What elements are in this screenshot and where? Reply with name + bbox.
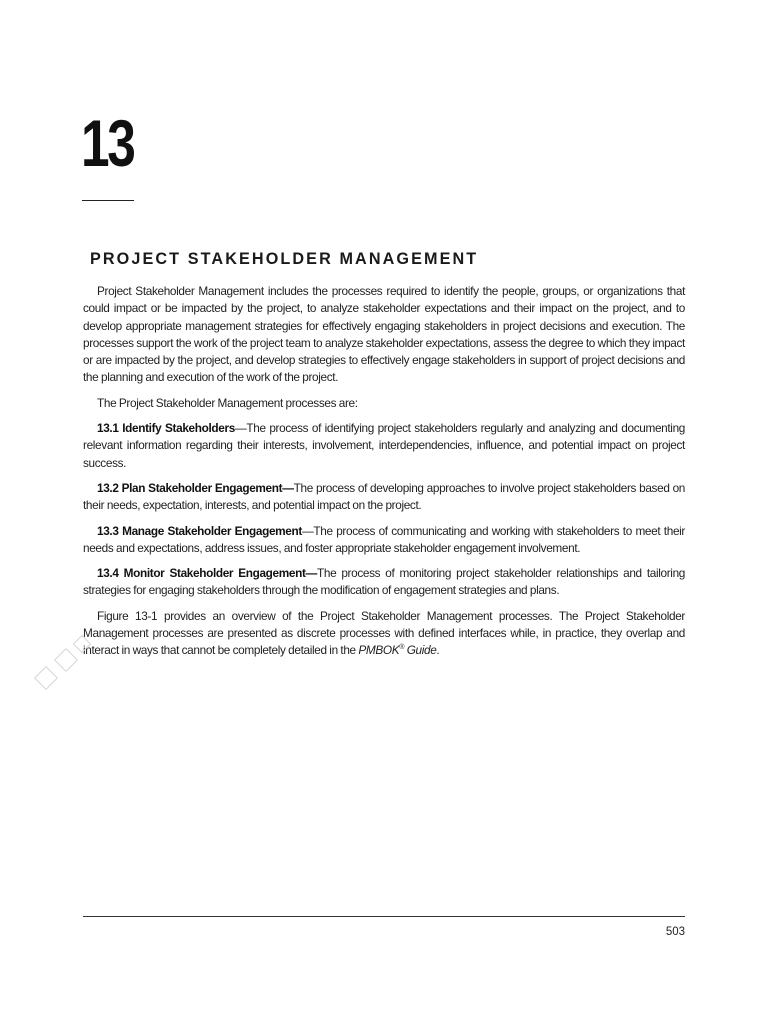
processes-lead: The Project Stakeholder Management processes are: — [97, 395, 358, 410]
process-description: The process of developing approaches to involve project stakeholders based on their needs, expectation, interests, and potential impact on the project. — [83, 480, 685, 513]
closing-text: Figure 13-1 provides an overview of the Project Stakeholder Management processes. The Project Stakeholder Management processes are presented as discrete processes with defined interfaces while, in practice, they overlap and interact in ways that cannot be completely detailed in the — [83, 608, 685, 658]
process-name: 13.4 Monitor Stakeholder Engagement— — [97, 566, 317, 581]
process-item — [83, 420, 685, 472]
intro-paragraph: Project Stakeholder Management includes the processes required to identify the people, groups, or organizations that could impact or be impacted by the project, to analyze stakeholder expectations and their impact on the project, and to develop appropriate management strategies for effectively engaging stakeholders in project decisions and execution. The processes support the work of the project team to analyze stakeholder expectations, assess the degree to which they impact or are impacted by the project, and develop strategies to effectively engage stakeholders in support of project decisions and the planning and execution of the work of the project. — [83, 284, 685, 385]
registered-mark: ® — [399, 644, 405, 652]
chapter-number: 13 — [81, 106, 134, 180]
process-description: —The process of identifying project stakeholders regularly and analyzing and documenting relevant information regarding their interests, involvement, interdependencies, influence, and potential impact on project success. — [83, 421, 685, 470]
process-name: 13.1 Identify Stakeholders — [97, 421, 235, 436]
body-text — [83, 283, 685, 668]
chapter-rule — [82, 200, 134, 201]
guide-reference: PMBOK® Guide — [358, 643, 437, 658]
process-description: —The process of communicating and working with stakeholders to meet their needs and expectations, address issues, and foster appropriate stakeholder engagement involvement. — [83, 523, 686, 555]
footer-rule — [83, 916, 685, 917]
process-name: 13.2 Plan Stakeholder Engagement— — [97, 480, 294, 495]
watermark-mark — [28, 630, 108, 710]
process-item — [83, 523, 685, 558]
process-item — [83, 480, 685, 515]
chapter-title: PROJECT STAKEHOLDER MANAGEMENT — [90, 250, 479, 268]
closing-end: . — [436, 643, 440, 658]
process-item — [83, 565, 685, 600]
closing-paragraph — [83, 608, 685, 660]
process-description: The process of monitoring project stakeholder relationships and tailoring strategies for engaging stakeholders through the modification of engagement strategies and plans. — [83, 566, 686, 598]
process-name: 13.3 Manage Stakeholder Engagement — [97, 523, 302, 538]
page-number: 503 — [665, 926, 685, 938]
